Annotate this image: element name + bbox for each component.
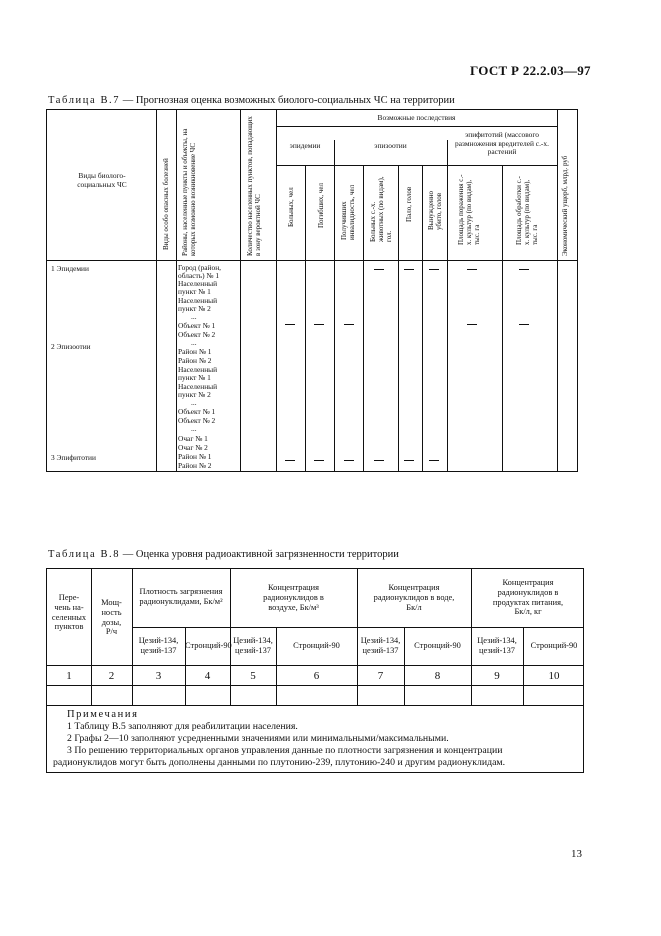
t7-divider [363, 165, 364, 471]
t7-rule [447, 165, 557, 166]
table8-caption [48, 549, 399, 560]
table8-notes [53, 709, 581, 769]
t8-header-dose: Мощ- ность дозы, Р/ч [101, 598, 122, 637]
t7-header-epizootics: эпизоотии [374, 141, 407, 150]
t7-dash [467, 269, 477, 270]
t8-divider [185, 627, 186, 705]
t7-header-dead-people: Погибших, чел [317, 183, 325, 228]
t7-place: Район № 2 [178, 461, 212, 470]
note-item: 2 Графы 2—10 заполняют усредненными значениями или минимальными/максимальными. [67, 733, 449, 744]
t8-col-number: 3 [155, 670, 162, 682]
t7-header-population: Количество населенных пунктов, попадающих в зону вероятной ЧС [246, 116, 262, 256]
t7-header-diseases: Виды особо опасных болезней [162, 158, 170, 250]
t7-divider [240, 110, 241, 471]
t8-header-cesium: Цезий-134, цезий-137 [360, 636, 401, 655]
t8-col-number: 10 [548, 670, 560, 682]
table7-bio-social-forecast [46, 109, 578, 472]
t7-header-sick-animals: Больных с.-х. животных (по видам), гол. [369, 176, 393, 242]
t7-dash [314, 460, 324, 461]
t7-place: ... [191, 398, 197, 407]
t7-place: Район № 1 [178, 347, 212, 356]
t7-header-types: Виды биолого- социальных ЧС [77, 171, 127, 189]
t7-header-disabled: Получивших инвалидность, чел [340, 184, 356, 240]
t8-divider [276, 627, 277, 705]
t8-col-number: 1 [66, 670, 72, 682]
t7-dash [429, 460, 439, 461]
t7-dash [314, 324, 324, 325]
table7-caption-text: — Прогнозная оценка возможных биолого-социальных ЧС на территории [120, 95, 455, 106]
t8-header-strontium: Стронций-90 [185, 641, 232, 650]
t8-header-strontium: Стронций-90 [530, 641, 578, 650]
t7-rule [276, 165, 447, 166]
t7-dash [519, 324, 529, 325]
t8-col-number: 5 [250, 670, 256, 682]
table8-caption-label: Таблица В.8 [48, 549, 121, 560]
t7-header-treat-area: Площадь обработки с.-х. культур (по видам), тыс. га [515, 176, 539, 245]
t7-header-sick-people: Больных, чел [287, 187, 295, 227]
t7-place: Объект № 1 [178, 321, 216, 330]
t8-header-water: Концентрация радионуклидов в воде, Бк/л [373, 583, 455, 612]
t7-dash [404, 460, 414, 461]
t7-place: пункт № 2 [178, 390, 211, 399]
t7-place: Населенный [178, 382, 218, 391]
t8-divider [404, 627, 405, 705]
t7-place: Объект № 2 [178, 416, 216, 425]
t7-place: Район № 2 [178, 356, 212, 365]
t8-divider [523, 627, 524, 705]
t7-dash [374, 269, 384, 270]
t7-divider [422, 165, 423, 471]
note-item: 1 Таблицу В.5 заполняют для реабилитации населения. [67, 721, 298, 732]
t8-rule [47, 685, 583, 686]
t7-row-epidemics: 1 Эпидемии [51, 264, 89, 273]
t8-col-number: 4 [204, 670, 211, 682]
t8-col-number: 8 [434, 670, 441, 682]
t8-col-number: 7 [377, 670, 384, 682]
table8-radioactive-contamination [46, 568, 584, 773]
t7-place: Очаг № 1 [178, 434, 208, 443]
t7-place: пункт № 1 [178, 287, 211, 296]
t7-place: ... [191, 312, 197, 321]
t7-dash [467, 324, 477, 325]
t7-place: Район № 1 [178, 452, 212, 461]
table7-caption [48, 95, 455, 106]
t7-divider [334, 140, 335, 471]
t7-rule [276, 126, 557, 127]
t8-header-points: Пере- чень на- селенных пунктов [51, 593, 87, 632]
t7-divider [176, 110, 177, 471]
t7-place: Населенный [178, 296, 218, 305]
t7-place: Населенный [178, 279, 218, 288]
t7-header-consequences: Возможные последствия [377, 113, 456, 122]
t8-header-food: Концентрация радионуклидов в продуктах питания, Бк/л, кг [492, 578, 564, 617]
t7-dash [404, 269, 414, 270]
t7-header-epiphytotics: эпифитотий (массового размножения вредителей с.-х. растений [455, 130, 549, 157]
t7-place: ... [191, 338, 197, 347]
t7-dash [285, 460, 295, 461]
t8-header-air: Концентрация радионуклидов в воздухе, Бк/м³ [263, 583, 324, 612]
t7-dash [374, 460, 384, 461]
t7-header-damage: Экономический ущерб, млрд. руб [561, 155, 569, 256]
t7-place: Очаг № 2 [178, 443, 208, 452]
t7-dash [429, 269, 439, 270]
t7-place: Объект № 1 [178, 407, 216, 416]
t7-dash [285, 324, 295, 325]
table8-caption-text: — Оценка уровня радиоактивной загрязненности территории [120, 549, 399, 560]
t7-place: Объект № 2 [178, 330, 216, 339]
t7-divider [305, 165, 306, 471]
t7-dash [519, 269, 529, 270]
t7-dash [344, 460, 354, 461]
t7-header-epidemics: эпидемии [289, 141, 321, 150]
t7-divider [398, 165, 399, 471]
t7-place: пункт № 2 [178, 304, 211, 313]
table7-caption-label: Таблица В.7 [48, 95, 121, 106]
note-item: радионуклидов могут быть дополнены данными по плутонию-239, плутонию-240 и другим радионуклидам. [53, 757, 506, 768]
t8-col-number: 2 [108, 670, 115, 682]
t8-rule [132, 627, 583, 628]
t7-header-crop-area: Площадь поражения с.-х. культур (по видам), тыс. га [457, 174, 481, 245]
t7-place: пункт № 1 [178, 373, 211, 382]
t7-place: ... [191, 424, 197, 433]
t7-header-places: Районы, населенные пункты и объекты, на которых возможно возникновение ЧС [181, 128, 197, 256]
t8-header-cesium: Цезий-134, цезий-137 [477, 636, 517, 655]
t8-header-strontium: Стронций-90 [293, 641, 340, 650]
t8-col-number: 9 [494, 670, 500, 682]
t7-place: Населенный [178, 365, 218, 374]
t7-header-killed-animals: Вынужденно убито, голов [427, 190, 443, 230]
t7-divider [502, 165, 503, 471]
t7-place: область) № 1 [178, 271, 220, 280]
t7-dash [344, 324, 354, 325]
notes-title: Примечания [67, 709, 139, 720]
page-number: 13 [571, 848, 582, 860]
t7-divider [156, 110, 157, 471]
t7-row-epiphytotics: 3 Эпифитотии [51, 453, 96, 462]
t7-place: Город (район, [178, 263, 221, 272]
t7-divider [447, 140, 448, 471]
t7-row-epizootics: 2 Эпизоотии [51, 342, 91, 351]
t8-header-density: Плотность загрязнения радионуклидами, Бк/м² [139, 587, 223, 606]
t8-header-cesium: Цезий-134, цезий-137 [233, 636, 273, 655]
t8-rule [47, 705, 583, 706]
t7-rule [47, 260, 577, 261]
t7-divider [557, 110, 558, 471]
t8-header-strontium: Стронций-90 [414, 641, 461, 650]
t8-header-cesium: Цезий-134, цезий-137 [138, 636, 179, 655]
document-code: ГОСТ Р 22.2.03—97 [470, 63, 591, 78]
t8-col-number: 6 [313, 670, 320, 682]
note-item: 3 По решению территориальных органов управления данные по плотности загрязнения и концентрации [67, 745, 503, 756]
t8-rule [47, 665, 583, 666]
t7-header-dead-animals: Пало, голов [405, 186, 413, 222]
